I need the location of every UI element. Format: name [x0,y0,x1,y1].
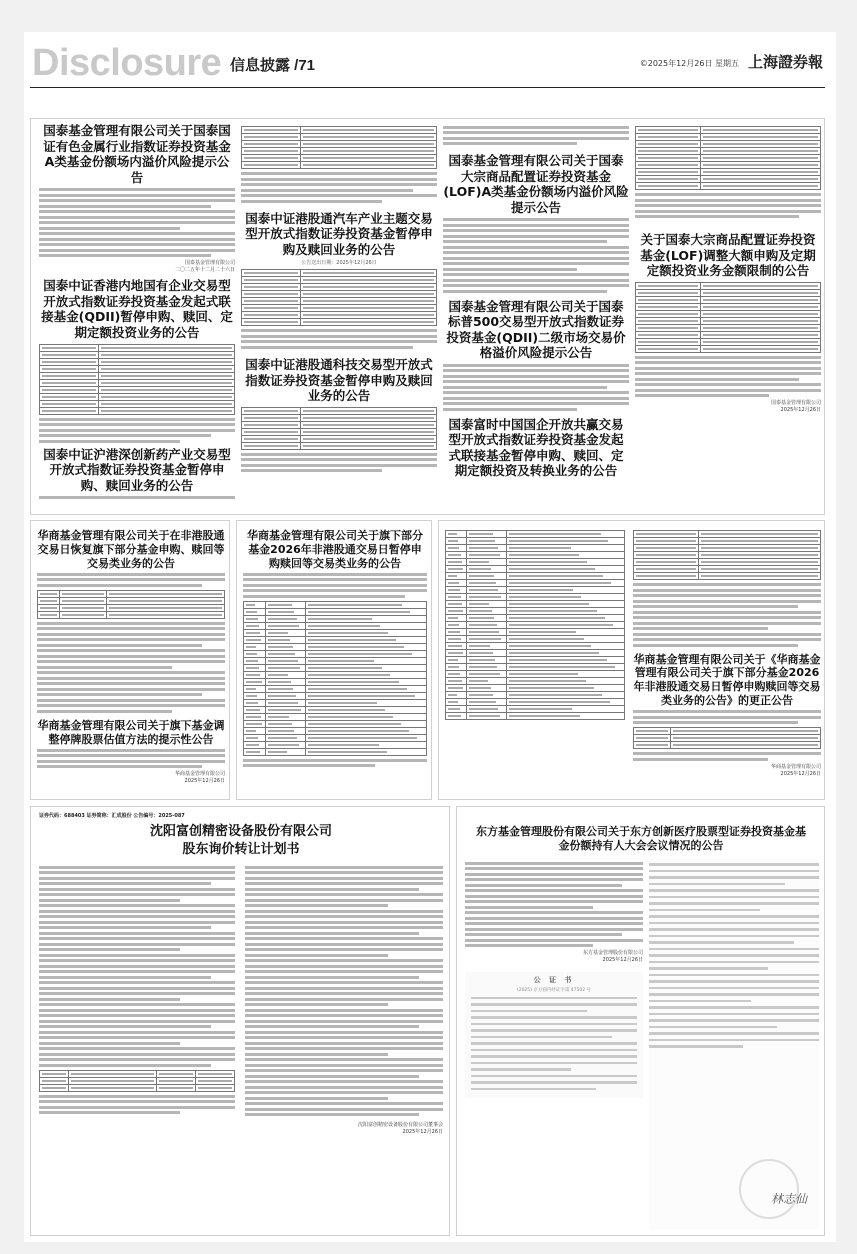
fund-list-table [37,590,225,619]
info-table [241,407,437,450]
table-row [244,706,427,713]
table-row [446,587,625,594]
info-table [635,126,821,190]
table-row [446,566,625,573]
table-row [446,573,625,580]
table-row [446,531,625,538]
top-column-1 [39,123,235,513]
masthead [30,38,825,88]
article-title: 国泰中证港股通科技交易型开放式指数证券投资基金暂停申购及赎回业务的公告 [245,356,433,404]
middle-column-1 [37,529,225,799]
table-row [446,545,625,552]
article-title: 东方基金管理股份有限公司关于东方创新医疗股票型证券投资基金基金份额持有人大会会议情况的公告 [476,825,806,852]
article-title: 华商基金管理有限公司关于旗下部分基金2026年非港股通交易日暂停申购赎回等交易类业务的公告 [247,529,423,570]
table-row [244,636,427,643]
bottom-right-column-2 [649,859,819,1229]
table-row [446,650,625,657]
table-row [244,657,427,664]
section-word: Disclosure [32,42,222,84]
article-title: 国泰中证香港内地国有企业交易型开放式指数证券投资基金发起式联接基金(QDII)暂停申购、赎回、定期定额投资业务的公告 [41,278,233,340]
article-title: 华商基金管理有限公司关于旗下基金调整停牌股票估值方法的提示性公告 [37,718,225,746]
top-column-2 [241,123,437,513]
table-row [244,643,427,650]
info-table [39,344,235,415]
section-title: 信息披露 /71 [230,57,316,74]
table-row [446,643,625,650]
signer-company: 华商基金管理有限公司 [174,771,225,778]
article-title: 国泰基金管理有限公司关于国泰国证有色金属行业指数证券投资基金A类基金份额场内溢价风险提示公告 [43,123,231,185]
table-row [446,692,625,699]
table-row [446,552,625,559]
table-row [446,622,625,629]
article-title: 国泰基金管理有限公司关于国泰标普500交易型开放式指数证券投资基金(QDII)二级市场交易价格溢价风险提示公告 [446,298,626,361]
signer-company: 沈阳富创精密设备股份有限公司董事会 [357,1122,443,1128]
fund-list-table [445,530,625,720]
fuchuang-block [30,806,450,1236]
table-row [446,538,625,545]
table-row [446,608,625,615]
article-subtitle: 股东询价转让计划书 [182,842,300,857]
huashang-block-left [30,520,230,800]
table-row [446,713,625,720]
signer-company: 国泰基金管理有限公司 [184,260,235,266]
notary-number: (2025) 京方圆内经证字第 47502 号 [516,987,592,993]
table-row [244,734,427,741]
sign-date: 2025年12月26日 [402,1129,443,1135]
info-table [241,269,437,326]
table-row [244,699,427,706]
table-row [446,678,625,685]
sign-date: 二〇二五年十二月二十六日 [174,267,235,273]
table-row [446,671,625,678]
table-row [244,608,427,615]
security-code-line: 证券代码：688403 证券简称：汇成股份 公告编号：2025-087 [39,813,185,819]
bottom-left-column-2 [245,863,443,1233]
table-row [446,601,625,608]
notary-heading: 公 证 书 [533,976,575,984]
signer-company: 华商基金管理有限公司 [770,763,821,770]
table-row [244,685,427,692]
info-table [241,126,437,169]
article-title: 沈阳富创精密设备股份有限公司 [149,824,332,839]
signer-company: 东方基金管理股份有限公司 [582,950,643,956]
table-row [244,748,427,755]
huashang-block-right [438,520,825,800]
table-row [446,664,625,671]
table-row [446,657,625,664]
notary-signature: 林志仙 [770,1192,807,1206]
publish-date: 公告送出日期：2025年12月26日 [301,260,377,267]
fund-list-table [243,601,427,756]
article-title: 关于国泰大宗商品配置证券投资基金(LOF)调整大额申购及定期定额投资业务金额限制的公告 [640,232,816,279]
issue-date: ©2025年12月26日 星期五 [639,59,739,68]
table-row [244,720,427,727]
sign-date: 2025年12月26日 [780,407,821,414]
table-row [446,559,625,566]
table-row [446,685,625,692]
article-title: 华商基金管理有限公司关于在非港股通交易日恢复旗下部分基金申购、赎回等交易类业务的公告 [37,529,225,570]
guotai-announcements-block [30,118,825,515]
top-column-3 [443,123,629,513]
table-row [244,713,427,720]
table-row [446,706,625,713]
table-row [446,580,625,587]
sign-date: 2025年12月26日 [602,957,643,963]
table-row [244,615,427,622]
bottom-left-column-1 [39,863,235,1233]
article-title: 国泰基金管理有限公司关于国泰大宗商品配置证券投资基金(LOF)A类基金份额场内溢价风险提示公告 [443,153,629,215]
table-row [244,664,427,671]
article-title: 国泰富时中国国企开放共赢交易型开放式指数证券投资基金发起式联接基金暂停申购、赎回、定期定额投资及转换业务的公告 [448,416,624,479]
info-table [635,282,821,353]
huashang-block-center [236,520,432,800]
table-row [244,650,427,657]
notary-seal [739,1159,799,1219]
table-row [244,601,427,608]
table-row [446,636,625,643]
table-row [446,615,625,622]
dongfang-block [456,806,825,1236]
middle-column-3b [633,527,821,799]
article-title: 华商基金管理有限公司关于《华商基金管理有限公司关于旗下部分基金2026年非港股通交易日暂停申购赎回等交易类业务的公告》的更正公告 [633,652,821,707]
shareholder-table [39,1070,235,1092]
table-row [244,692,427,699]
table-row [244,629,427,636]
middle-column-3a [445,527,625,799]
sign-date: 2025年12月26日 [780,770,821,777]
table-row [446,629,625,636]
table-row [244,727,427,734]
top-column-4 [635,123,821,513]
table-row [244,741,427,748]
correction-table [633,727,821,749]
bottom-right-column-1 [465,859,643,1229]
article-title: 国泰中证港股通汽车产业主题交易型开放式指数证券投资基金暂停申购及赎回业务的公告 [245,210,433,257]
info-table [633,530,821,580]
table-row [446,594,625,601]
table-row [446,699,625,706]
notary-certificate [465,972,643,1098]
signer-company: 国泰基金管理有限公司 [770,400,821,407]
table-row [244,622,427,629]
sign-date: 2025年12月26日 [184,778,225,785]
table-row [244,678,427,685]
newspaper-name: 上海證券報 [747,53,823,71]
middle-column-2 [243,529,427,799]
article-title: 国泰中证沪港深创新药产业交易型开放式指数证券投资基金暂停申购、赎回业务的公告 [43,446,231,493]
table-row [244,671,427,678]
